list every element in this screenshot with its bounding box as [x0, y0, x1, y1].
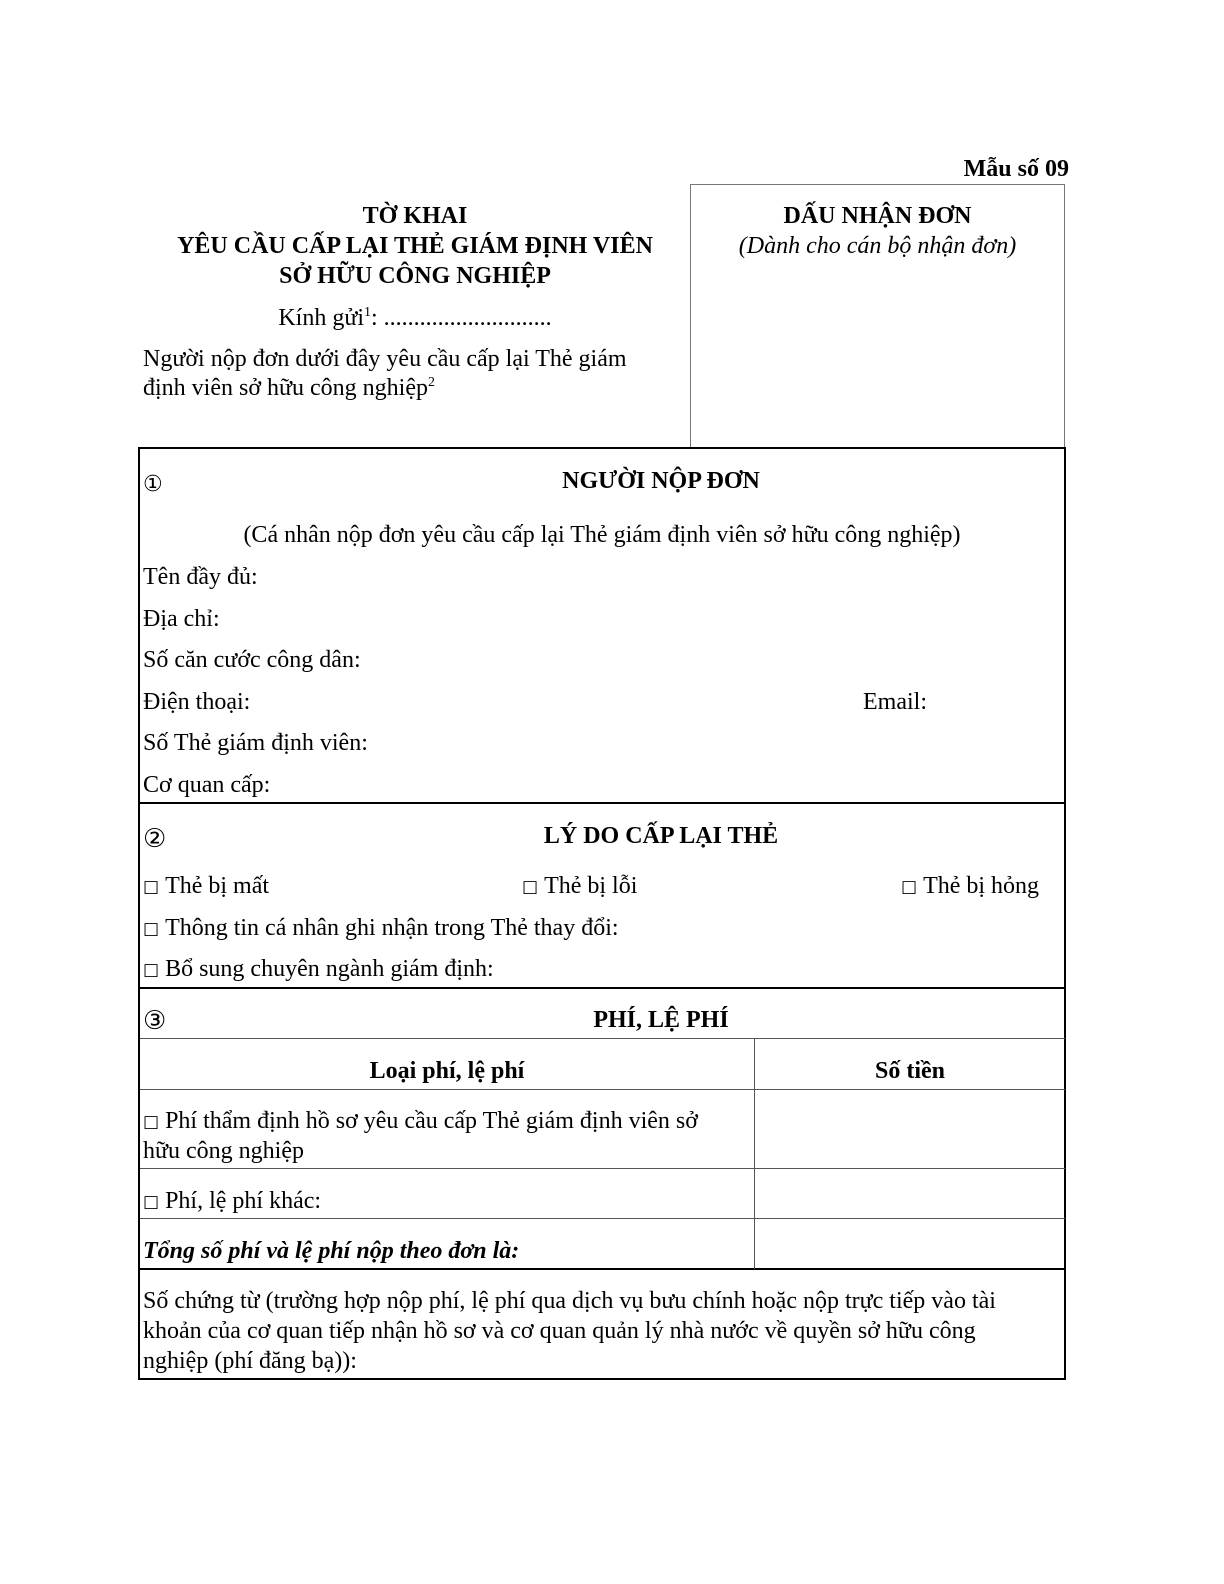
reason-lost-label: Thẻ bị mất — [165, 873, 270, 899]
reason-error-option[interactable] — [522, 871, 637, 903]
reason-add-specialty-option[interactable] — [143, 954, 494, 986]
reason-damaged-checkbox[interactable]: □ — [901, 877, 918, 897]
reason-error-label: Thẻ bị lỗi — [544, 873, 638, 899]
stamp-box-subtitle: (Dành cho cán bộ nhận đơn) — [738, 233, 1017, 259]
intro-footnote: 2 — [428, 375, 435, 390]
receipt-line-3[interactable]: nghiệp (phí đăng bạ)): — [143, 1348, 357, 1374]
intro-line-2 — [143, 373, 435, 403]
reason-add-specialty-label: Bổ sung chuyên ngành giám định: — [165, 956, 494, 982]
kinh-gui-footnote: 1 — [364, 305, 371, 320]
stamp-box-title: DẤU NHẬN ĐƠN — [783, 203, 972, 229]
reason-info-changed-checkbox[interactable]: □ — [143, 919, 160, 939]
section-1-number: ① — [143, 472, 163, 497]
fee-other-label: Phí, lệ phí khác: — [165, 1188, 322, 1214]
fee-col-type-header: Loại phí, lệ phí — [369, 1058, 525, 1084]
frame-bottom-border — [138, 1378, 1066, 1380]
kinh-gui-dots: : ............................ — [371, 305, 552, 331]
reason-damaged-label: Thẻ bị hỏng — [923, 873, 1040, 899]
section-1-divider — [138, 802, 1066, 804]
section-1-title: NGƯỜI NỘP ĐƠN — [562, 468, 760, 494]
section-1-subtitle: (Cá nhân nộp đơn yêu cầu cấp lại Thẻ giám định viên sở hữu công nghiệp) — [243, 522, 961, 548]
fee-row-other[interactable] — [143, 1186, 321, 1218]
reason-info-changed-label: Thông tin cá nhân ghi nhận trong Thẻ thay đổi: — [165, 915, 619, 941]
section-3-title: PHÍ, LỆ PHÍ — [593, 1007, 729, 1033]
id-number-field[interactable]: Số căn cước công dân: — [143, 647, 361, 673]
receipt-line-1: Số chứng từ (trường hợp nộp phí, lệ phí qua dịch vụ bưu chính hoặc nộp trực tiếp vào tài — [143, 1288, 996, 1314]
section-2-divider — [138, 987, 1066, 989]
form-number: Mẫu số 09 — [963, 156, 1069, 182]
full-name-field[interactable]: Tên đầy đủ: — [143, 564, 258, 590]
reason-info-changed-option[interactable] — [143, 913, 619, 945]
section-2-number: ② — [143, 824, 167, 854]
reason-damaged-option[interactable] — [901, 871, 1039, 903]
intro-line-2-text: định viên sở hữu công nghiệp — [143, 375, 428, 401]
reason-lost-checkbox[interactable]: □ — [143, 877, 160, 897]
fee-appraisal-label-1: Phí thẩm định hồ sơ yêu cầu cấp Thẻ giám định viên sở — [165, 1108, 698, 1134]
frame-right-border — [1064, 447, 1066, 1380]
kinh-gui-line — [140, 303, 690, 333]
address-field[interactable]: Địa chỉ: — [143, 606, 220, 632]
phone-field[interactable]: Điện thoại: — [143, 689, 251, 715]
issuer-field[interactable]: Cơ quan cấp: — [143, 772, 271, 798]
fee-appraisal-checkbox[interactable]: □ — [143, 1112, 160, 1132]
frame-top-border — [138, 447, 1066, 449]
intro-line-1: Người nộp đơn dưới đây yêu cầu cấp lại Thẻ giám — [143, 346, 627, 372]
form-title-line-3: SỞ HỮU CÔNG NGHIỆP — [279, 263, 551, 289]
fee-appraisal-label-2: hữu công nghiệp — [143, 1138, 304, 1164]
form-title-line-1: TỜ KHAI — [362, 203, 468, 229]
email-field[interactable]: Email: — [863, 689, 927, 715]
reason-add-specialty-checkbox[interactable]: □ — [143, 960, 160, 980]
form-title-line-2: YÊU CẦU CẤP LẠI THẺ GIÁM ĐỊNH VIÊN — [177, 233, 653, 259]
fee-other-checkbox[interactable]: □ — [143, 1192, 160, 1212]
fee-col-amount-header: Số tiền — [874, 1058, 945, 1084]
reason-error-checkbox[interactable]: □ — [522, 877, 539, 897]
section-2-title: LÝ DO CẤP LẠI THẺ — [543, 823, 779, 849]
fee-table-top-line — [140, 1038, 1065, 1039]
section-3-number: ③ — [143, 1006, 167, 1036]
fee-table-bottom-line — [138, 1268, 1066, 1270]
fee-row-appraisal[interactable] — [143, 1106, 698, 1138]
fee-table-row1-line — [140, 1168, 1065, 1169]
kinh-gui-label: Kính gửi — [278, 305, 364, 331]
fee-table-row2-line — [140, 1218, 1065, 1219]
card-number-field[interactable]: Số Thẻ giám định viên: — [143, 730, 368, 756]
frame-left-border — [138, 447, 140, 1380]
fee-table-header-line — [140, 1089, 1065, 1090]
receipt-line-2: khoản của cơ quan tiếp nhận hồ sơ và cơ quan quản lý nhà nước về quyền sở hữu công — [143, 1318, 976, 1344]
fee-total-label: Tổng số phí và lệ phí nộp theo đơn là: — [143, 1238, 520, 1264]
reason-lost-option[interactable] — [143, 871, 269, 903]
